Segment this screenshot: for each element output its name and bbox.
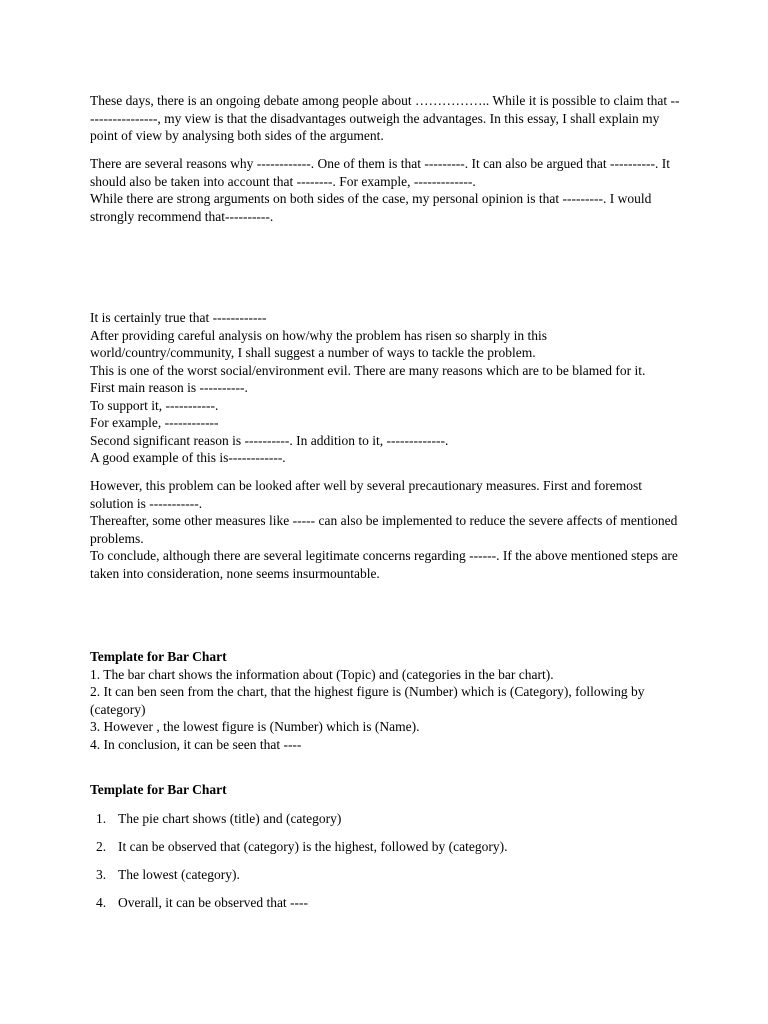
bar-template-section [90,648,680,753]
list-number: 4. [96,894,107,910]
pie-template-section [90,781,680,922]
problem-line: For example, ------------ [90,415,219,430]
list-item-text: It can be observed that (category) is the highest, followed by (category). [118,838,508,854]
list-number: 3. [96,866,107,882]
problem-section [90,309,680,467]
intro-text: These days, there is an ongoing debate among people about …………….. While it is possible to claim that -----------------, my view is that the disadvantages outweigh the advantages. In this essay, I shall explain my point of view by analysing both sides of the argument. [90,93,680,143]
problem-line: A good example of this is------------. [90,450,286,465]
problem-line: After providing careful analysis on how/why the problem has risen so sharply in this world/country/community, I shall suggest a number of ways to tackle the problem. [90,327,548,360]
list-item [90,866,680,894]
solution-line: However, this problem can be looked after well by several precautionary measures. First and foremost solution is -----------. [90,478,643,511]
problem-line: This is one of the worst social/environment evil. There are many reasons which are to be blamed for it. [90,362,646,378]
list-item [90,810,680,838]
pie-template-heading: Template for Bar Chart [90,782,227,797]
solution-line: Thereafter, some other measures like ----- can also be implemented to reduce the severe affects of mentioned problems. [90,513,678,546]
problem-line: To support it, -----------. [90,397,219,413]
bar-template-line: 1. The bar chart shows the information about (Topic) and (categories in the bar chart). [90,666,554,682]
bar-template-line: 2. It can ben seen from the chart, that the highest figure is (Number) which is (Category), following by (category) [90,684,645,717]
solution-section [90,477,680,582]
reasons-paragraph [90,155,680,225]
list-item-text: The lowest (category). [118,866,240,882]
bar-template-heading: Template for Bar Chart [90,649,227,664]
list-item [90,838,680,866]
list-item [90,894,680,922]
list-number: 1. [96,810,107,826]
opinion-text: While there are strong arguments on both sides of the case, my personal opinion is that ---------. I would strongly recommend that----------. [90,191,652,224]
intro-paragraph [90,92,680,145]
problem-line: Second significant reason is ----------. In addition to it, -------------. [90,432,449,448]
solution-line: To conclude, although there are several legitimate concerns regarding ------. If the above mentioned steps are taken into consideration, none seems insurmountable. [90,548,678,581]
bar-template-line: 3. However , the lowest figure is (Number) which is (Name). [90,719,420,734]
list-number: 2. [96,838,107,854]
problem-line: It is certainly true that ------------ [90,310,267,325]
pie-template-list [90,810,680,922]
problem-line: First main reason is ----------. [90,380,248,395]
list-item-text: The pie chart shows (title) and (category) [118,810,342,826]
bar-template-line: 4. In conclusion, it can be seen that ---- [90,736,302,752]
list-item-text: Overall, it can be observed that ---- [118,894,309,910]
reasons-text: There are several reasons why ------------. One of them is that ---------. It can also be argued that ----------. It should also be taken into account that --------. For example, -------------. [90,156,670,189]
